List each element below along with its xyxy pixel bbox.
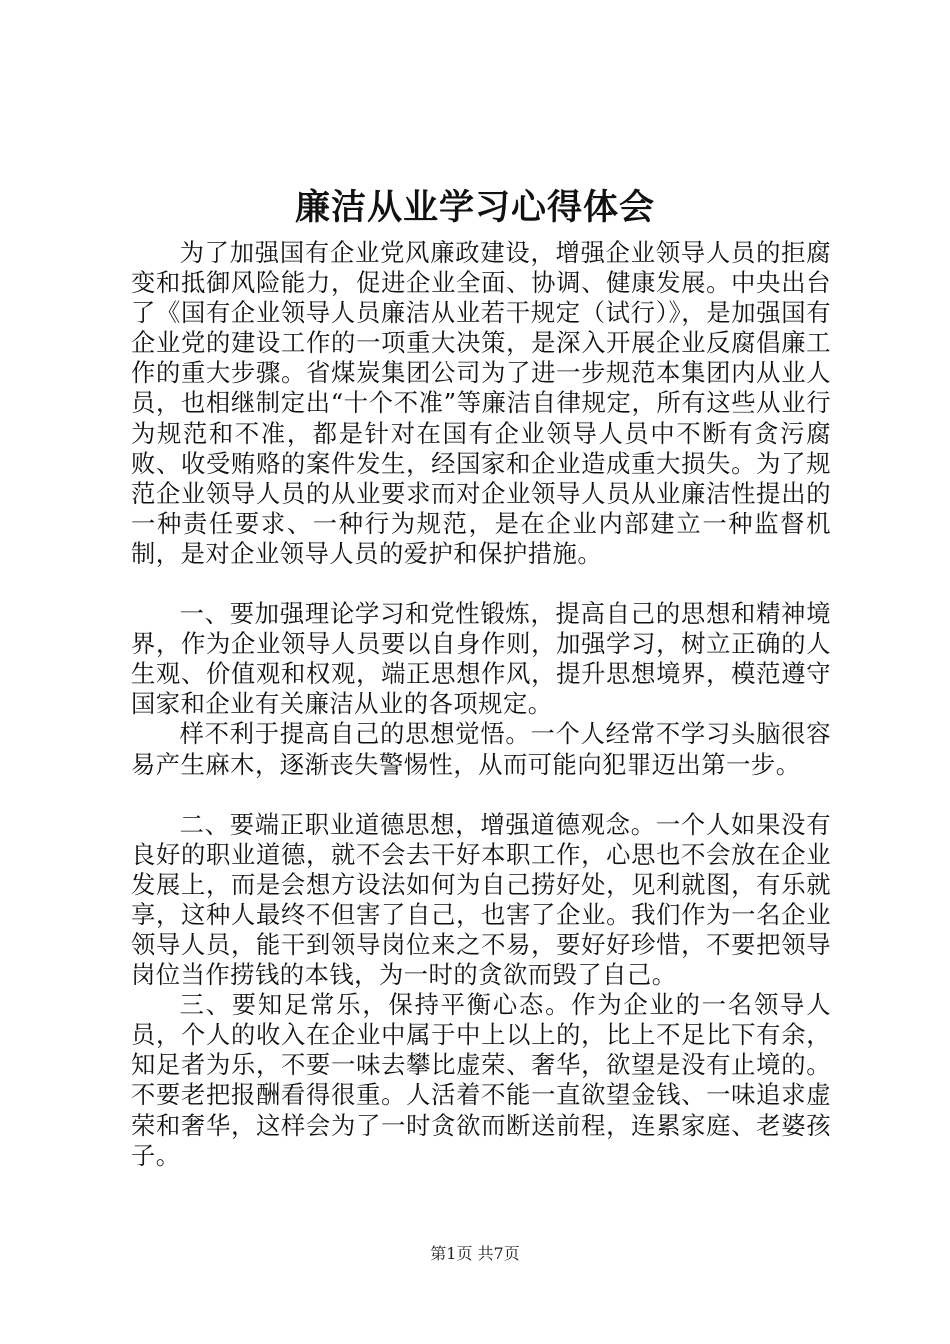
paragraph-point-two: 二、要端正职业道德思想，增强道德观念。一个人如果没有良好的职业道德，就不会去干好本职工作，心思也不会放在企业发展上，而是会想方设法如何为自己捞好处，见利就图，有乐就享，这种人最终不但害了自己，也害了企业。我们作为一名企业领导人员，能干到领导岗位来之不易，要好好珍惜，不要把领导岗位当作捞钱的本钱，为一时的贪欲而毁了自己。: [131, 809, 831, 990]
paragraph-point-three: 三、要知足常乐，保持平衡心态。作为企业的一名领导人员，个人的收入在企业中属于中上以上的，比上不足比下有余，知足者为乐，不要一味去攀比虚荣、奢华，欲望是没有止境的。不要老把报酬看得很重。人活着不能一直欲望金钱、一味追求虚荣和奢华，这样会为了一时贪欲而断送前程，连累家庭、老婆孩子。: [131, 990, 831, 1170]
paragraph-point-one-continued: 样不利于提高自己的思想觉悟。一个人经常不学习头脑很容易产生麻木，逐渐丧失警惕性，从而可能向犯罪迈出第一步。: [131, 719, 831, 779]
paragraph-point-one: 一、要加强理论学习和党性锻炼，提高自己的思想和精神境界，作为企业领导人员要以自身作则，加强学习，树立正确的人生观、价值观和权观，端正思想作风，提升思想境界，模范遵守国家和企业有关廉洁从业的各项规定。: [131, 599, 831, 719]
document-body: [131, 238, 831, 1171]
document-title: 廉洁从业学习心得体会: [294, 187, 655, 228]
paragraph-gap: [131, 780, 831, 810]
page-number-footer: 第1页 共7页: [430, 1244, 520, 1263]
paragraph-intro: 为了加强国有企业党风廉政建设，增强企业领导人员的拒腐变和抵御风险能力，促进企业全面、协调、健康发展。中央出台了《国有企业领导人员廉洁从业若干规定（试行）》，是加强国有企业党的建设工作的一项重大决策，是深入开展企业反腐倡廉工作的重大步骤。省煤炭集团公司为了进一步规范本集团内从业人员，也相继制定出“十个不准”等廉洁自律规定，所有这些从业行为规范和不准，都是针对在国有企业领导人员中不断有贪污腐败、收受贿赂的案件发生，经国家和企业造成重大损失。为了规范企业领导人员的从业要求而对企业领导人员从业廉洁性提出的一种责任要求、一种行为规范，是在企业内部建立一种监督机制，是对企业领导人员的爱护和保护措施。: [131, 238, 831, 568]
paragraph-gap: [131, 569, 831, 599]
